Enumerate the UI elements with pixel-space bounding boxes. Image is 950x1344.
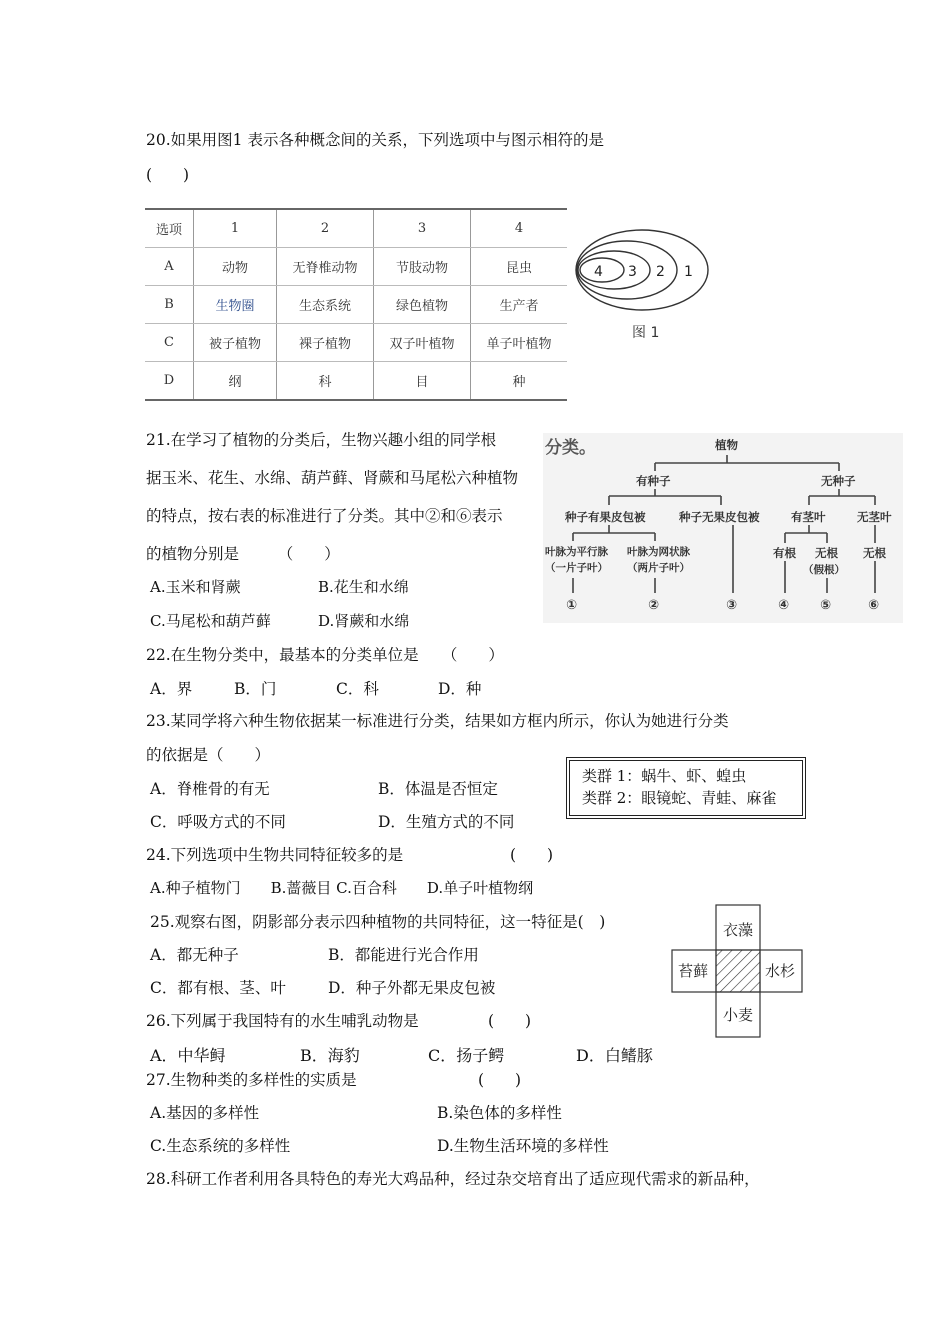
tree-node: 无根	[815, 546, 838, 560]
q23-option-c: C．呼吸方式的不同	[150, 813, 286, 831]
q21-option-c: C.马尾松和葫芦藓	[150, 612, 271, 630]
q23-option-b: B．体温是否恒定	[378, 780, 498, 798]
figure-caption: 图 1	[632, 325, 660, 341]
q23-line1: 23.某同学将六种生物依据某一标准进行分类，结果如方框内所示，你认为她进行分类	[146, 712, 729, 730]
q22-option-a: A．界	[150, 680, 193, 698]
tree-num: ⑥	[868, 598, 880, 613]
tree-node: 有种子	[636, 474, 671, 488]
table-cell: 2	[277, 209, 374, 248]
table-cell: 目	[374, 362, 471, 401]
q26-paren: ( )	[488, 1012, 532, 1030]
q20-nested-ellipses-figure	[572, 222, 722, 347]
table-cell: 生产者	[471, 286, 568, 324]
table-cell: 单子叶植物	[471, 324, 568, 362]
q27-stem: 27.生物种类的多样性的实质是	[146, 1071, 357, 1089]
table-cell: 种	[471, 362, 568, 401]
q24-options: A.种子植物门 B.蔷薇目 C.百合科 D.单子叶植物纲	[150, 879, 534, 897]
q26-option-d: D．白鳍豚	[576, 1046, 653, 1065]
label-left: 苔藓	[678, 962, 709, 980]
q27-option-a: A.基因的多样性	[150, 1104, 260, 1122]
ellipse-label: 1	[684, 264, 693, 280]
table-row	[145, 248, 567, 286]
tree-node: 有根	[773, 546, 796, 560]
q25-option-a: A．都无种子	[150, 946, 239, 964]
q21-option-a: A.玉米和肾蕨	[150, 578, 241, 596]
tree-num: ②	[648, 598, 660, 613]
table-row	[145, 362, 567, 401]
q27-option-b: B.染色体的多样性	[437, 1104, 562, 1122]
q26-option-a: A．中华鲟	[150, 1046, 226, 1065]
tree-node: 叶脉为网状脉	[627, 546, 690, 558]
table-cell: 昆虫	[471, 248, 568, 286]
q21-line: 的植物分别是 （ ）	[146, 545, 340, 563]
tree-node: 无种子	[821, 474, 856, 488]
tree-num: ④	[778, 598, 790, 613]
tree-num: ⑤	[820, 598, 832, 613]
table-cell: 1	[194, 209, 277, 248]
tree-node: 有茎叶	[791, 510, 826, 524]
tree-node: 无茎叶	[857, 510, 892, 524]
table-cell: C	[145, 324, 194, 362]
tree-node: 无根	[863, 546, 886, 560]
q22-option-b: B．门	[234, 680, 277, 698]
table-cell: 双子叶植物	[374, 324, 471, 362]
q22-stem: 22.在生物分类中，最基本的分类单位是 （ ）	[146, 646, 504, 664]
table-row	[145, 324, 567, 362]
tree-node-root: 植物	[715, 438, 738, 452]
tree-corner-text: 分类。	[545, 438, 596, 458]
ellipse-label: 4	[594, 264, 603, 280]
q28-stem: 28.科研工作者利用各具特色的寿光大鸡品种，经过杂交培育出了适应现代需求的新品种，	[146, 1170, 760, 1188]
table-row	[145, 209, 567, 248]
label-right: 水杉	[765, 962, 796, 980]
q27-option-c: C.生态系统的多样性	[150, 1137, 291, 1155]
tree-node: （两片子叶）	[627, 562, 690, 574]
table-cell: 无脊椎动物	[277, 248, 374, 286]
q27-paren: ( )	[478, 1071, 522, 1089]
group-1-line: 类群 1：蜗牛、虾、蝗虫	[582, 767, 747, 785]
table-cell: 3	[374, 209, 471, 248]
q22-option-d: D．种	[438, 680, 482, 698]
q25-option-d: D．种子外都无果皮包被	[328, 979, 496, 997]
q24-stem: 24.下列选项中生物共同特征较多的是	[146, 846, 404, 864]
q23-group-box	[566, 757, 806, 819]
q21-line: 的特点，按右表的标准进行了分类。其中②和⑥表示	[146, 507, 503, 525]
q21-line: 21.在学习了植物的分类后，生物兴趣小组的同学根	[146, 431, 497, 449]
q23-line2: 的依据是（ ）	[146, 746, 271, 764]
q21-line: 据玉米、花生、水绵、葫芦藓、肾蕨和马尾松六种植物	[146, 469, 519, 487]
table-cell: 裸子植物	[277, 324, 374, 362]
q20-stem: 20.如果用图1 表示各种概念间的关系，下列选项中与图示相符的是	[146, 131, 604, 149]
table-cell: 生物圈	[194, 286, 277, 324]
table-cell: A	[145, 248, 194, 286]
q24-paren: ( )	[510, 846, 554, 864]
tree-node: 叶脉为平行脉	[545, 546, 608, 558]
q21-option-b: B.花生和水绵	[318, 578, 409, 596]
table-cell: 选项	[145, 209, 194, 248]
tree-node: （假根）	[803, 564, 845, 576]
q26-option-c: C．扬子鳄	[428, 1046, 505, 1065]
table-cell: 动物	[194, 248, 277, 286]
table-cell: D	[145, 362, 194, 401]
table-cell: 4	[471, 209, 568, 248]
tree-num: ③	[726, 598, 738, 613]
table-cell: 节肢动物	[374, 248, 471, 286]
ellipse-label: 3	[628, 264, 637, 280]
tree-node: （一片子叶）	[545, 562, 608, 574]
q20-options-table	[145, 208, 567, 401]
table-cell: 纲	[194, 362, 277, 401]
label-bottom: 小麦	[723, 1006, 754, 1024]
tree-num: ①	[566, 598, 578, 613]
ellipse-3	[578, 251, 650, 289]
q21-option-d: D.肾蕨和水绵	[318, 612, 410, 630]
q23-option-d: D．生殖方式的不同	[378, 813, 515, 831]
label-top: 衣藻	[723, 921, 754, 939]
q25-stem: 25.观察右图，阴影部分表示四种植物的共同特征，这一特征是( )	[150, 913, 606, 931]
q21-classification-tree	[543, 433, 903, 623]
table-cell: 生态系统	[277, 286, 374, 324]
table-cell: B	[145, 286, 194, 324]
q27-option-d: D.生物生活环境的多样性	[437, 1137, 609, 1155]
q22-option-c: C．科	[336, 680, 379, 698]
q25-option-b: B．都能进行光合作用	[328, 946, 479, 964]
q26-option-b: B．海豹	[300, 1046, 360, 1065]
table-row	[145, 286, 567, 324]
table-cell: 绿色植物	[374, 286, 471, 324]
q26-stem: 26.下列属于我国特有的水生哺乳动物是	[146, 1012, 419, 1030]
q23-option-a: A．脊椎骨的有无	[150, 780, 270, 798]
group-2-line: 类群 2：眼镜蛇、青蛙、麻雀	[582, 789, 777, 807]
q20-paren: ( )	[146, 166, 190, 184]
ellipse-label: 2	[656, 264, 665, 280]
tree-node: 种子有果皮包被	[565, 510, 646, 524]
q25-cross-figure	[670, 903, 806, 1043]
shaded-intersection	[716, 950, 760, 992]
q25-option-c: C．都有根、茎、叶	[150, 979, 286, 997]
tree-node: 种子无果皮包被	[679, 510, 760, 524]
table-cell: 科	[277, 362, 374, 401]
table-cell: 被子植物	[194, 324, 277, 362]
